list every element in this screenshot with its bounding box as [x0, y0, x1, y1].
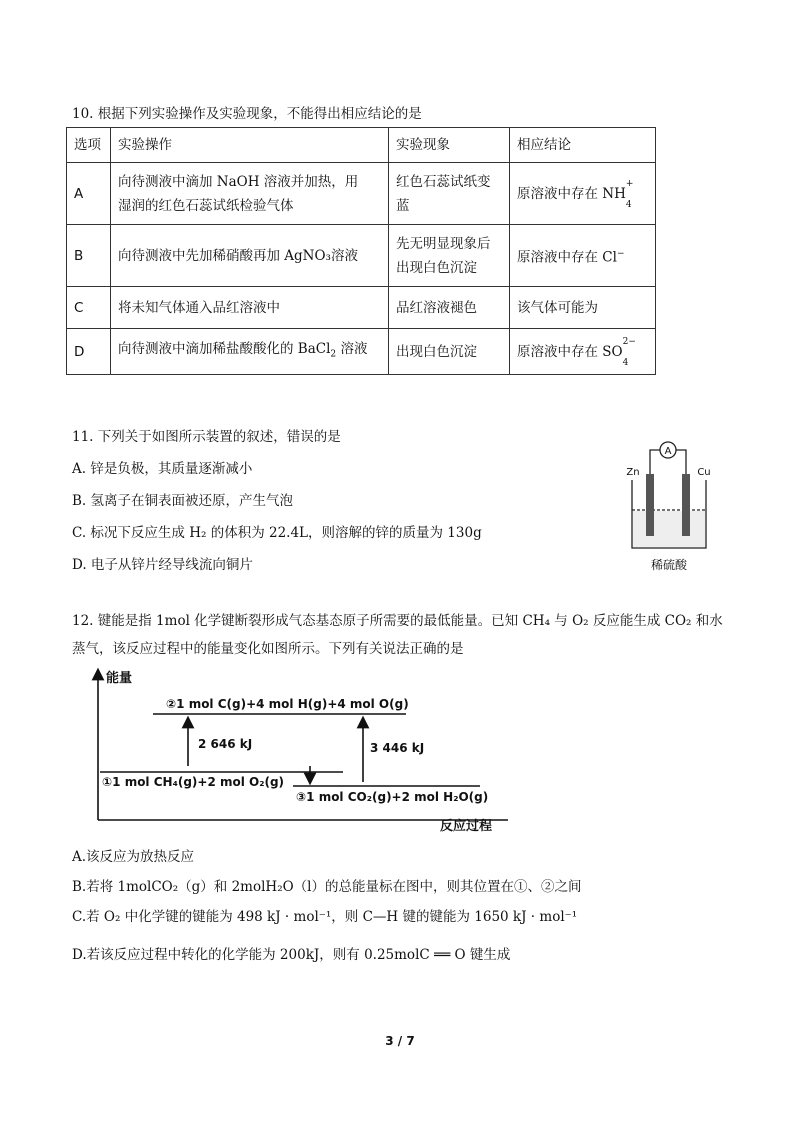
meter-label: A	[664, 446, 672, 457]
q10-stem: 10. 根据下列实验操作及实验现象，不能得出相应结论的是	[72, 106, 422, 122]
q11-option-d: D. 电子从锌片经导线流向铜片	[72, 557, 253, 573]
conclusion-text: 原溶液中存在 Cl	[517, 249, 617, 266]
header-conclusion: 相应结论	[510, 128, 656, 163]
q12-stem-line1: 12. 键能是指 1mol 化学键断裂形成气态基态原子所需要的最低能量。已知 CH₄ 与 O₂ 反应能生成 CO₂ 和水	[72, 613, 723, 629]
conclusion-text: 原溶液中存在 NH	[517, 185, 626, 202]
row-phenomenon-line: 红色石蕊试纸变	[396, 173, 491, 190]
row-phenomenon-line: 出现白色沉淀	[396, 259, 477, 276]
superscript: +	[625, 178, 634, 189]
q12-option-a: A.该反应为放热反应	[72, 849, 195, 865]
q11-option-a: A. 锌是负极，其质量逐渐减小	[72, 461, 253, 477]
gap2-label: 3 446 kJ	[370, 741, 425, 755]
row-operation: 将未知气体通入品红溶液中	[111, 287, 389, 329]
operation-text: 溶液	[336, 340, 368, 357]
acid-caption: 稀硫酸	[650, 558, 688, 572]
level-1-label: ①1 mol CH₄(g)+2 mol O₂(g)	[102, 775, 285, 789]
subscript: 2	[330, 349, 337, 360]
table-row	[67, 287, 656, 329]
operation-text: 向待测液中滴加稀盐酸酸化的 BaCl	[118, 340, 331, 357]
solution-fill	[633, 511, 705, 547]
row-conclusion	[510, 329, 656, 375]
q11-option-c: C. 标况下反应生成 H₂ 的体积为 22.4L，则溶解的锌的质量为 130g	[72, 525, 482, 541]
y-axis-label: 能量	[106, 671, 133, 686]
q11-stem: 11. 下列关于如图所示装置的叙述，错误的是	[72, 429, 341, 445]
row-conclusion: 该气体可能为	[510, 287, 656, 329]
table-row	[67, 163, 656, 225]
conclusion-text: 原溶液中存在 SO	[517, 343, 623, 360]
table-row	[67, 329, 656, 375]
q12-option-d: D.若该反应过程中转化的化学能为 200kJ，则有 0.25molC ══ O 键生成	[72, 947, 511, 963]
zinc-electrode	[646, 474, 654, 536]
row-option: A	[67, 163, 111, 225]
row-operation	[111, 329, 389, 375]
gap1-label: 2 646 kJ	[198, 737, 253, 751]
experiment-table	[66, 127, 656, 375]
row-operation-line: 湿润的红色石蕊试纸检验气体	[118, 197, 294, 214]
row-phenomenon: 出现白色沉淀	[389, 329, 510, 375]
q12-option-b: B.若将 1molCO₂（g）和 2molH₂O（l）的总能量标在图中，则其位置在①、②之间	[72, 879, 582, 895]
row-option: C	[67, 287, 111, 329]
header-operation: 实验操作	[111, 128, 389, 163]
row-phenomenon-line: 蓝	[396, 197, 410, 214]
header-phenomenon: 实验现象	[389, 128, 510, 163]
row-operation	[111, 163, 389, 225]
energy-diagram	[88, 662, 538, 837]
q12-stem-line2: 蒸气，该反应过程中的能量变化如图所示。下列有关说法正确的是	[72, 641, 464, 657]
superscript: −	[616, 248, 625, 259]
row-phenomenon-line: 先无明显现象后	[396, 235, 491, 252]
zn-label: Zn	[626, 467, 640, 478]
row-phenomenon	[389, 163, 510, 225]
row-option: D	[67, 329, 111, 375]
row-conclusion	[510, 163, 656, 225]
row-operation: 向待测液中先加稀硝酸再加 AgNO₃溶液	[111, 225, 389, 287]
level-2-label: ②1 mol C(g)+4 mol H(g)+4 mol O(g)	[166, 697, 409, 711]
row-phenomenon: 品红溶液褪色	[389, 287, 510, 329]
row-phenomenon	[389, 225, 510, 287]
table-row	[67, 225, 656, 287]
q11-option-b: B. 氢离子在铜表面被还原，产生气泡	[72, 493, 294, 509]
header-option: 选项	[67, 128, 111, 163]
level-3-label: ③1 mol CO₂(g)+2 mol H₂O(g)	[296, 790, 489, 804]
superscript: 2−	[622, 336, 636, 347]
page-number: 3 / 7	[385, 1034, 415, 1048]
row-option: B	[67, 225, 111, 287]
subscript: 4	[625, 199, 632, 210]
cu-label: Cu	[697, 467, 711, 478]
subscript: 4	[622, 357, 629, 368]
copper-electrode	[682, 474, 690, 536]
galvanic-cell-figure	[620, 436, 730, 581]
q12-option-c: C.若 O₂ 中化学键的键能为 498 kJ · mol⁻¹，则 C—H 键的键能为 1650 kJ · mol⁻¹	[72, 909, 578, 925]
table-header-row	[67, 128, 656, 163]
x-axis-label: 反应过程	[440, 819, 493, 834]
row-operation-line: 向待测液中滴加 NaOH 溶液并加热，用	[118, 173, 359, 190]
row-conclusion	[510, 225, 656, 287]
